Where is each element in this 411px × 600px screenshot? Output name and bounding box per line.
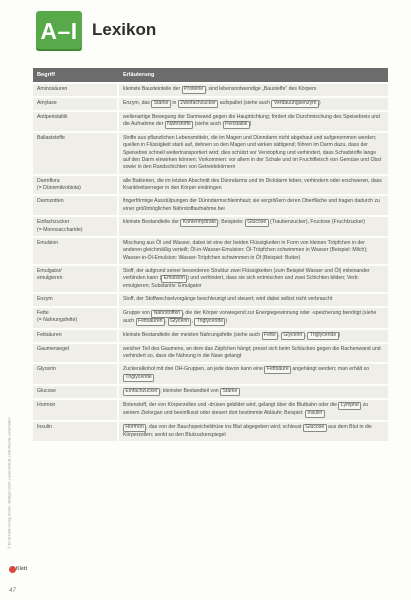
description-text: Enzym, das: [123, 99, 152, 106]
description-text: kleinste Bestandteile der: [123, 219, 181, 226]
table-row: [33, 133, 388, 174]
description-cell: [119, 133, 388, 174]
table-row: [33, 330, 388, 342]
description-text: ) und verhindert, dass sie sich entmischen und zwei Schichten bilden; Verb: emulgieren; Substantiv: Emulgator: [123, 275, 359, 290]
term-cell: [33, 196, 119, 215]
term-text: Darmflora: [37, 177, 60, 184]
cross-reference-tag[interactable]: Peristaltik: [223, 121, 250, 129]
term-cell: [33, 238, 119, 264]
cross-reference-tag[interactable]: Glycerin: [168, 318, 192, 326]
description-cell: [119, 330, 388, 342]
term-cell: [33, 364, 119, 384]
table-row: [33, 112, 388, 131]
cross-reference-tag[interactable]: Fettsäuren: [136, 318, 165, 326]
cross-reference-tag[interactable]: Einfachzucker: [123, 388, 160, 396]
table-row: [33, 386, 388, 398]
table-row: [33, 400, 388, 420]
description-text: Stoffe aus pflanzlichen Lebensmitteln, die im Magen und Dünndarm nicht abgebaut und aufgenommen werden; quellen in Flüssigkeit stark auf, dehnen so den Magen und wirken sättigend; führen im Darm dazu, dass der Speisebrei schnell weitertransportiert wird; dies schützt vor Verstopfung und verhindert, dass Schadstoffe lange auf den Darm einwirken können; Vorkommen: vor allem in der Schale und im Fruchtfleisch von Gemüse und Obst sowie in den Randschichten von Getreidekörnern: [123, 135, 382, 171]
term-cell: [33, 400, 119, 420]
description-text: in: [170, 99, 178, 106]
table-row: [33, 364, 388, 384]
term-text: Fette: [37, 309, 49, 316]
term-text: Fettsäuren: [37, 331, 62, 338]
term-cell: [33, 217, 119, 236]
glossary-table: [33, 66, 388, 443]
description-text: wellenartige Bewegung der Darmwand gegen die Hauptrichtung; fördert die Durchmischung des Speisebreis und die Aufnahme der: [123, 113, 380, 128]
cross-reference-tag[interactable]: Proteine: [182, 86, 206, 94]
description-text: ,: [191, 317, 195, 324]
copyright-text: © Ernst Klett Verlag GmbH, Stuttgart 2024 | www.klett.de | Alle Rechte vorbehalten: [7, 417, 12, 549]
description-text: ,: [164, 317, 168, 324]
cross-reference-tag[interactable]: Triglyceride: [194, 318, 225, 326]
term-text: (= Nahrungsfette): [37, 317, 78, 324]
term-cell: [33, 330, 119, 342]
term-text: (= Monosaccharide): [37, 226, 83, 233]
term-text: Ballaststoffe: [37, 135, 65, 142]
column-header-description: Erläuterung: [119, 68, 388, 82]
glossary-rows: [33, 84, 388, 441]
description-text: kleinste Bestandteile der meisten Nahrungsfette (siehe auch: [123, 331, 262, 338]
table-header-row: [33, 68, 388, 82]
term-cell: [33, 266, 119, 293]
table-row: [33, 98, 388, 110]
description-text: (siehe auch: [193, 121, 223, 128]
term-text: Glucose: [37, 388, 56, 395]
description-text: ,: [278, 331, 281, 338]
description-text: ): [338, 331, 341, 338]
cross-reference-tag[interactable]: Verdauungsenzym: [271, 100, 318, 108]
description-text: aufspaltet (siehe auch: [218, 99, 272, 106]
table-row: [33, 308, 388, 328]
description-cell: [119, 422, 388, 441]
description-text: ; Beispiele:: [218, 219, 245, 226]
cross-reference-tag[interactable]: Fette: [262, 332, 279, 340]
cross-reference-tag[interactable]: Nährstoffe: [165, 121, 193, 129]
term-cell: [33, 422, 119, 441]
term-cell: [33, 308, 119, 328]
term-cell: [33, 386, 119, 398]
cross-reference-tag[interactable]: Stärke: [151, 100, 171, 108]
table-row: [33, 266, 388, 293]
cross-reference-tag[interactable]: Nährstoffen: [151, 310, 182, 318]
description-cell: [119, 238, 388, 264]
cross-reference-tag[interactable]: Insulin: [305, 410, 325, 418]
description-cell: [119, 176, 388, 195]
description-text: aus dem Blut in die Körperzellen; senkt so den Blutzuckerspiegel: [123, 423, 372, 438]
publisher-name: Klett: [16, 566, 28, 572]
description-text: ): [249, 121, 252, 128]
table-row: [33, 238, 388, 264]
description-text: ,: [304, 331, 308, 338]
description-text: , das von der Bauchspeicheldrüse ins Blut abgegeben wird; schleust: [146, 423, 303, 430]
column-header-term: Begriff: [33, 68, 119, 82]
description-text: weicher Teil des Gaumens, an dem das Zäpfchen hängt; presst sich beim Schlucken gegen die Rachenwand und verhindert so, dass die Nahrung in die Nase gelangt: [123, 345, 381, 359]
description-text: kleinste Bausteinteile der: [123, 86, 182, 92]
table-row: [33, 344, 388, 363]
cross-reference-tag[interactable]: Hormon: [123, 424, 146, 432]
description-cell: [119, 294, 388, 305]
description-cell: [119, 308, 388, 328]
description-cell: [119, 364, 388, 384]
term-cell: [33, 98, 119, 110]
term-text: Enzym: [37, 296, 53, 303]
description-text: Botenstoff, der von Körperzellen und -drüsen gebildet wird, gelangt über die Blutbahn oder die: [123, 401, 339, 408]
term-text: Darmzotten: [37, 198, 64, 205]
term-text: Insulin: [37, 423, 52, 430]
description-text: ): [318, 99, 321, 106]
description-cell: [119, 112, 388, 131]
description-text: , sind lebensnotwendige „Bausteffe“ des Körpers: [205, 86, 317, 92]
term-cell: [33, 344, 119, 363]
term-cell: [33, 294, 119, 305]
description-cell: [119, 400, 388, 420]
term-cell: [33, 112, 119, 131]
cross-reference-tag[interactable]: Triglyceride: [307, 332, 338, 340]
description-cell: [119, 217, 388, 236]
copyright-side-note: [3, 395, 13, 580]
term-cell: [33, 176, 119, 195]
page-number: 47: [9, 588, 16, 594]
description-cell: [119, 344, 388, 363]
table-row: [33, 196, 388, 215]
description-text: fingerförmige Ausstülpungen der Dünndarmschleimhaut; sie vergrößern deren Oberfläche und tragen dadurch zu einer größtmöglichen Nährstoffaufnahme bei: [123, 198, 380, 212]
description-cell: [119, 386, 388, 398]
cross-reference-tag[interactable]: Glycerin: [281, 332, 305, 340]
page-title: Lexikon: [92, 20, 157, 39]
term-text: Glycerin: [37, 366, 56, 373]
term-text: Antiperistaltik: [37, 113, 68, 120]
term-text: Einfachzucker: [37, 219, 70, 226]
description-text: Stoff, der aufgrund seiner besonderen Struktur zwei Flüssigkeiten (zum Beispiel Wasser und Öl) miteinander verbinden kann (: [123, 267, 370, 282]
cross-reference-tag[interactable]: Lymphe: [338, 402, 361, 410]
description-cell: [119, 84, 388, 96]
cross-reference-tag[interactable]: Glucose: [245, 219, 269, 227]
description-text: alle Bakterien, die im letzten Abschnitt des Dünndarms und im Dickdarm leben; verhindern oder erschweren, dass Krankheitserreger in den Körper eindringen: [123, 177, 382, 192]
description-text: , die der Körper vorwiegend zur Energiegewinnung oder -speicherung benötigt (siehe auch: [123, 309, 377, 324]
table-row: [33, 294, 388, 305]
description-text: angehängt werden; man erhält so: [290, 366, 369, 373]
cross-reference-tag[interactable]: Emulsion: [161, 275, 187, 283]
term-text: Amylase: [37, 99, 57, 106]
cross-reference-tag[interactable]: Stärke: [220, 388, 240, 396]
term-text: Hormon: [37, 401, 56, 408]
term-text: Gaumensegel: [37, 345, 70, 352]
section-badge: [36, 11, 82, 51]
term-cell: [33, 133, 119, 174]
table-row: [33, 422, 388, 441]
cross-reference-tag[interactable]: Fettsäure: [264, 366, 291, 374]
description-cell: [119, 196, 388, 215]
cross-reference-tag[interactable]: Triglyceride: [123, 374, 154, 382]
table-row: [33, 217, 388, 236]
description-text: ; kleinster Bestandteil von: [160, 388, 221, 395]
description-text: (Traubenzucker), Fructose (Fruchtzucker): [268, 219, 365, 226]
description-text: Gruppe von: [123, 309, 152, 316]
cross-reference-tag[interactable]: Glucose: [303, 424, 327, 432]
description-text: Mischung aus Öl und Wasser, dabei ist eine der beiden Flüssigkeiten in Form von kleinen Tröpfchen in der anderen gleichmäßig verteilt; Öl-in-Wasser-Emulsion: Öl-Tröpfchen schwimmen in Wasser (Beispiel: Milch); Wasser-in-Öl-Emulsion: Wasser-Tröpfchen schwimmen in Öl (Beispiel: Butter): [123, 239, 368, 261]
description-text: Zuckeralkohol mit drei OH-Gruppen, an jede davon kann eine: [123, 366, 265, 373]
term-text: emulgieren: [37, 275, 63, 282]
cross-reference-tag[interactable]: Kohlenhydrate: [180, 219, 218, 227]
term-text: Emulsion: [37, 239, 59, 246]
description-text: Stoff, der Stoffwechselvorgänge beschleunigt und steuert; wird dabei selbst nicht verbraucht: [123, 296, 333, 303]
table-row: [33, 176, 388, 195]
term-text: (= Dünnmikrobiota): [37, 185, 81, 192]
term-text: Emulgator/: [37, 267, 62, 274]
cross-reference-tag[interactable]: Zweifachzucker: [178, 100, 219, 108]
table-row: [33, 84, 388, 96]
publisher-logo-icon: [9, 566, 16, 573]
term-cell: [33, 84, 119, 96]
description-text: ): [225, 317, 228, 324]
description-cell: [119, 266, 388, 293]
description-cell: [119, 98, 388, 110]
section-badge-label: A–I: [40, 18, 78, 44]
description-text: zu seinem Zielorgan und beeinflusst oder steuert dort bestimmte Abläufe; Beispiel:: [123, 401, 369, 416]
term-text: Aminosäuren: [37, 86, 68, 92]
